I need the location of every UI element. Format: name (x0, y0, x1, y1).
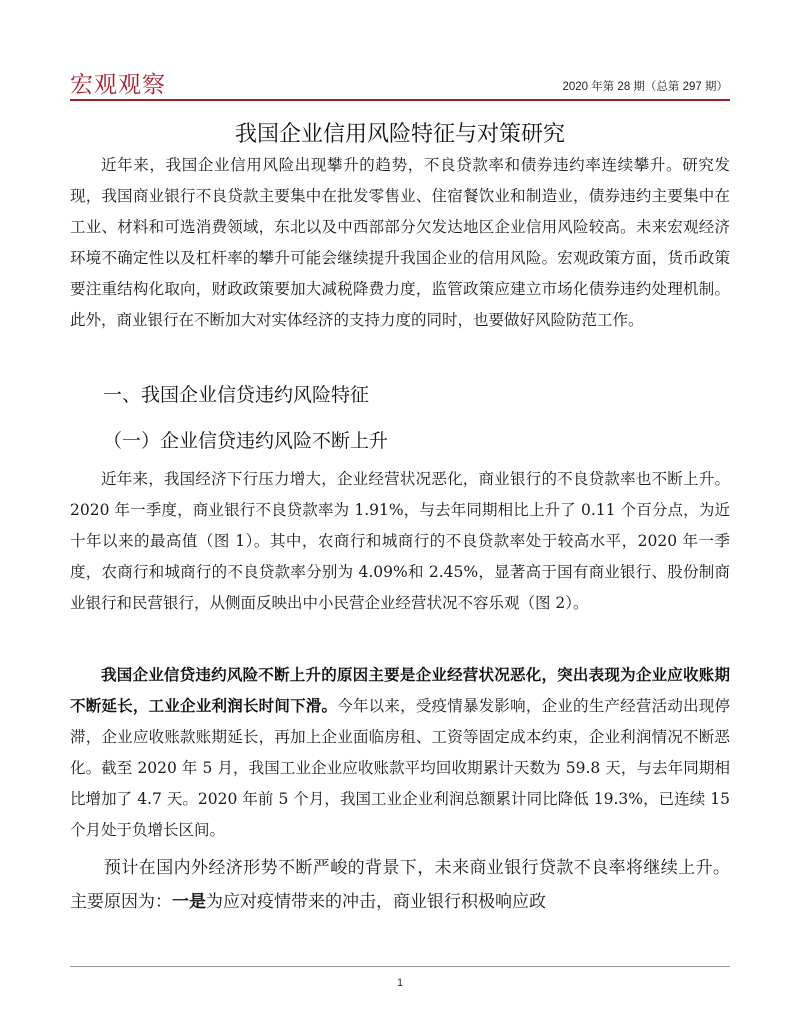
page-number: 1 (396, 977, 404, 989)
paragraph-lead-bold: 一是 (172, 892, 206, 912)
paragraph-body-text: 预计在国内外经济形势不断严峻的背景下，未来商业银行贷款不良率将继续上升。主要原因为： (70, 858, 730, 912)
body-paragraph-1: 近年来，我国经济下行压力增大，企业经营状况恶化，商业银行的不良贷款率也不断上升。2020 年一季度，商业银行不良贷款率为 1.91%，与去年同期相比上升了 0.11 个百分点，为近十年以来的最高值（图 1）。其中，农商行和城商行的不良贷款率处于较高水平，2020 年一季度，农商行和城商行的不良贷款率分别为 4.09%和 2.45%，显著高于国有商业银行、股份制商业银行和民营银行，从侧面反映出中小民营企业经营状况不容乐观（图 2）。 (70, 470, 730, 612)
body-paragraph-2 (70, 660, 730, 846)
subsection-heading: （一）企业信贷违约风险不断上升 (103, 430, 389, 452)
paragraph-lead-bold: 我国企业信贷违约风险不断上升的原因主要是企业经营状况恶化，突出表现为企业应收账期不断延长，工业企业利润长时间下滑。 (70, 666, 730, 715)
header-divider (70, 99, 730, 101)
section-heading: 一、我国企业信贷违约风险特征 (103, 384, 370, 406)
issue-number: 2020 年第 28 期（总第 297 期） (562, 81, 728, 93)
footer-divider (70, 966, 730, 967)
column-title: 宏观观察 (70, 72, 166, 98)
paragraph-body-text: 今年以来，受疫情暴发影响，企业的生产经营活动出现停滞，企业应收账款账期延长，再加上企业面临房租、工资等固定成本约束，企业利润情况不断恶化。截至 2020 年 5 月，我国工业企业应收账款平均回收期累计天数为 59.8 天，与去年同期相比增加了 4.7 天。2020 年前 5 个月，我国工业企业利润总额累计同比降低 19.3%，已连续 15 个月处于负增长区间。 (70, 697, 730, 839)
paragraph-body-text: 为应对疫情带来的冲击，商业银行积极响应政 (206, 892, 546, 912)
abstract-paragraph: 近年来，我国企业信用风险出现攀升的趋势，不良贷款率和债券违约率连续攀升。研究发现，我国商业银行不良贷款主要集中在批发零售业、住宿餐饮业和制造业，债券违约主要集中在工业、材料和可选消费领域，东北以及中西部部分欠发达地区企业信用风险较高。未来宏观经济环境不确定性以及杠杆率的攀升可能会继续提升我国企业的信用风险。宏观政策方面，货币政策要注重结构化取向，财政政策要加大减税降费力度，监管政策应建立市场化债券违约处理机制。此外，商业银行在不断加大对实体经济的支持力度的同时，也要做好风险防范工作。 (70, 156, 730, 329)
article-title: 我国企业信用风险特征与对策研究 (234, 122, 565, 147)
body-paragraph-3 (70, 851, 730, 919)
